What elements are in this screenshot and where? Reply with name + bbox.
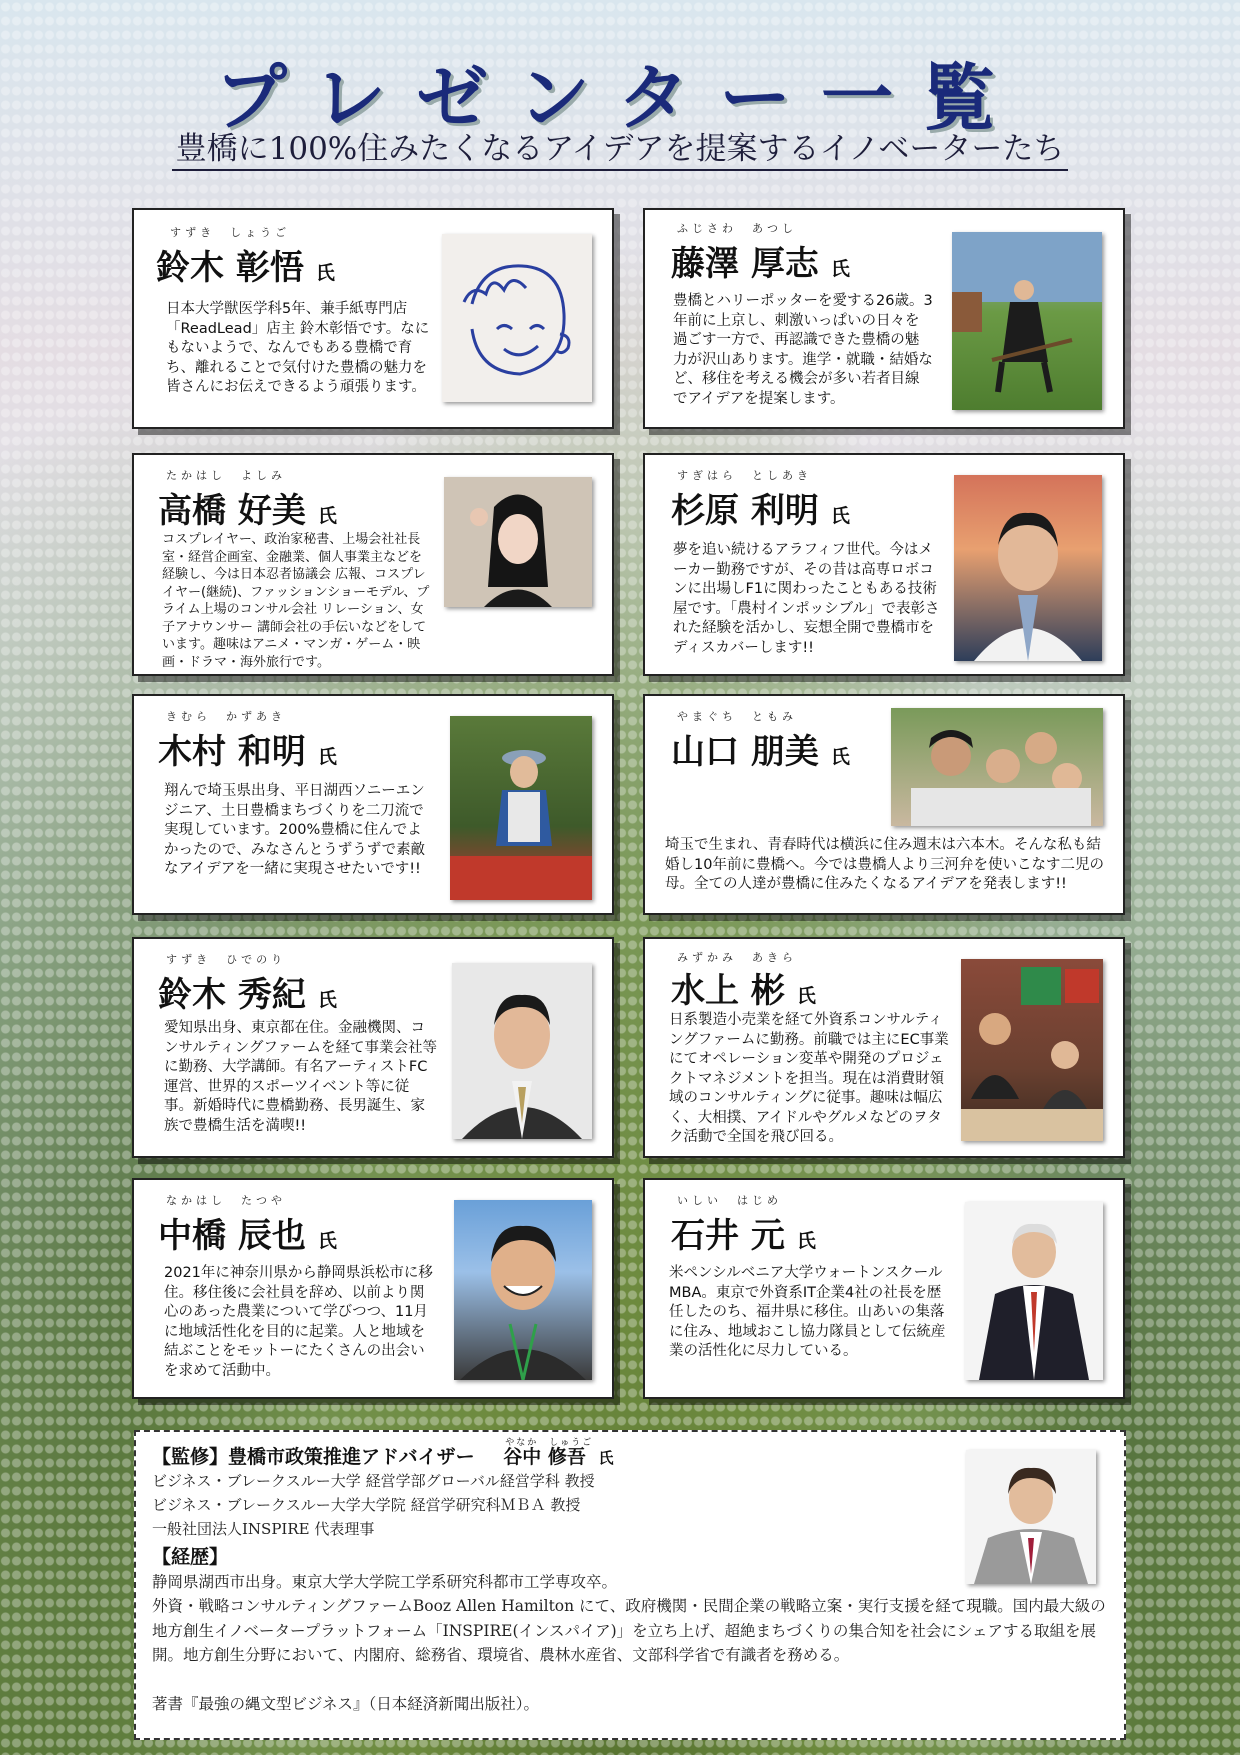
presenter-bio: 翔んで埼玉県出身、平日湖西ソニーエンジニア、土日豊橋まちづくりを二刀流で実現しています。200%豊橋に住んでよかったので、みなさんとうずうずで素敵なアイデアを一緒に実現させたいです!!: [164, 783, 426, 877]
presenter-ruby: なかはし たつや: [166, 1194, 286, 1207]
presenter-bio: 日本大学獣医学科5年、兼手紙専門店「ReadLead」店主 鈴木彰悟です。なにもないようで、なんでもある豊橋で育ち、離れることで気付けた豊橋の魅力を皆さんにお伝えできるよう頑張ります。: [166, 301, 430, 395]
presenter-photo: [452, 963, 592, 1139]
presenter-honorific: 氏: [317, 505, 337, 527]
presenter-ruby: すぎはら としあき: [677, 469, 812, 482]
presenter-card-suzuki-hidenori: [132, 937, 614, 1158]
presenter-bio: 豊橋とハリーポッターを愛する26歳。3年前に上京し、刺激いっぱいの日々を過ごす一方で、再認識できた豊橋の魅力が沢山あります。進学・就職・結婚など、移住を考える機会が多い若者目線でアイデアを提案します。: [673, 293, 933, 407]
presenter-name-text: 石井 元: [671, 1216, 785, 1256]
presenter-card-yamaguchi-tomomi: [643, 694, 1125, 915]
group-photo-icon: [961, 959, 1103, 1141]
person-photo-icon: [954, 475, 1102, 661]
presenter-card-mizukami-akira: [643, 937, 1125, 1158]
presenter-name-text: 中橋 辰也: [158, 1216, 306, 1256]
supervisor-affiliation: ビジネス・ブレークスルー大学大学院 経営学研究科ＭＢＡ 教授: [152, 1496, 581, 1514]
presenter-name: [671, 483, 850, 532]
supervisor-name: 谷中 修吾: [503, 1446, 586, 1468]
presenter-name-text: 木村 和明: [158, 732, 306, 772]
face-drawing-icon: [442, 234, 592, 402]
presenter-photo: [891, 708, 1103, 826]
presenter-bio: 愛知県出身、東京都在住。金融機関、コンサルティングファームを経て事業会社等に勤務、大学講師。有名アーティストFC運営、世界的スポーツイベント等に従事。新婚時代に豊橋勤務、長男誕生、家族で豊橋生活を満喫!!: [164, 1020, 438, 1134]
subtitle-text: 豊橋に100%住みたくなるアイデアを提案するイノベーターたち: [172, 131, 1069, 171]
presenter-name: [671, 724, 850, 773]
presenter-ruby: すずき しょうご: [170, 226, 291, 239]
presenter-bio: 夢を追い続けるアラフィフ世代。今はメーカー勤務ですが、その昔は高専ロボコンに出場しF1に関わったこともある技術屋です。「農村インポッシブル」で表彰された経験を活かし、妄想全開で豊橋市をディスカバーします!!: [673, 542, 940, 656]
presenter-honorific: 氏: [317, 746, 337, 768]
presenter-name: [158, 967, 337, 1016]
presenter-ruby: やまぐち ともみ: [677, 710, 797, 723]
career-text: 静岡県湖西市出身。東京大学大学院工学系研究科都市工学専攻卒。: [152, 1573, 618, 1591]
presenter-photo: [954, 475, 1102, 661]
presenter-ruby: ふじさわ あつし: [677, 222, 797, 235]
presenter-card-takahashi-yoshimi: [132, 453, 614, 676]
presenter-name: [671, 963, 816, 1012]
presenter-ruby: きむら かずあき: [166, 710, 286, 723]
presenter-photo: [450, 716, 592, 900]
presenter-card-suzuki-shogo: [132, 208, 614, 429]
presenter-ruby: みずかみ あきら: [677, 951, 797, 964]
presenter-photo: [952, 232, 1102, 410]
presenter-photo: [961, 959, 1103, 1141]
presenter-name: [158, 724, 337, 773]
presenter-ruby: たかはし よしみ: [166, 469, 286, 482]
career-text: 著書『最強の縄文型ビジネス』（日本経済新聞出版社）。: [152, 1695, 540, 1713]
career-text: 外資・戦略コンサルティングファームBooz Allen Hamilton にて、政府機関・民間企業の戦略立案・実行支援を経て現職。国内最大級の地方創生イノベータープラットフォーム「INSPIRE(インスパイア)」を立ち上げ、超絶まちづくりの集合知を社会にシェアする取組を展開。地方創生分野において、内閣府、総務省、環境省、農林水産省、文部科学省で有識者を務める。: [152, 1597, 1106, 1664]
presenter-photo: [454, 1200, 592, 1380]
presenter-name: [156, 240, 335, 289]
presenter-name: [671, 1208, 816, 1257]
family-photo-icon: [891, 708, 1103, 826]
presenter-bio: 埼玉で生まれ、青春時代は横浜に住み週末は六本木。そんな私も結婚し10年前に豊橋へ。今では豊橋人より三河弁を使いこなす二児の母。全ての人達が豊橋に住みたくなるアイデアを発表します!!: [665, 837, 1104, 892]
presenter-illustration: [442, 234, 592, 402]
supervisor-ruby: やなか しゅうご: [505, 1438, 594, 1448]
supervisor-honorific: 氏: [598, 1449, 614, 1467]
supervisor-affiliation: ビジネス・ブレークスルー大学 経営学部グローバル経営学科 教授: [152, 1472, 595, 1490]
person-photo-icon: [454, 1200, 592, 1380]
person-photo-icon: [452, 963, 592, 1139]
person-photo-icon: [965, 1202, 1103, 1380]
presenter-honorific: 氏: [317, 989, 337, 1011]
page-subtitle: [0, 123, 1240, 168]
presenter-bio: コスプレイヤー、政治家秘書、上場会社社長室・経営企画室、金融業、個人事業主などを経験し、今は日本忍者協議会 広報、コスプレイヤー(継続)、ファッションショーモデル、プライム上場のコンサル会社 リレーション、女子アナウンサー 講師会社の手伝いなどをしています。趣味はアニメ・マンガ・ゲーム・映画・ドラマ・海外旅行です。: [162, 532, 430, 670]
presenter-honorific: 氏: [830, 505, 850, 527]
presenter-honorific: 氏: [796, 985, 816, 1007]
presenter-name-text: 水上 彬: [671, 971, 785, 1011]
presenter-photo: [444, 477, 592, 607]
supervisor-role: 【監修】豊橋市政策推進アドバイザー: [152, 1446, 475, 1468]
person-photo-icon: [966, 1450, 1096, 1584]
presenter-card-kimura-kazuaki: [132, 694, 614, 915]
presenter-name: [671, 236, 850, 285]
presenter-card-ishii-hajime: [643, 1178, 1125, 1399]
person-photo-icon: [952, 232, 1102, 410]
presenter-name-text: 鈴木 秀紀: [158, 975, 306, 1015]
supervisor-box: [134, 1430, 1126, 1740]
career-heading: 【経歴】: [152, 1546, 229, 1568]
presenter-card-nakahashi-tatsuya: [132, 1178, 614, 1399]
person-photo-icon: [444, 477, 592, 607]
presenter-honorific: 氏: [796, 1230, 816, 1252]
presenter-bio: 日系製造小売業を経て外資系コンサルティングファームに勤務。前職では主にEC事業にてオペレーション変革や開発のプロジェクトマネジメントを担当。現在は消費財領域のコンサルティングに従事。趣味は幅広く、大相撲、アイドルやグルメなどのヲタク活動で全国を飛び回る。: [669, 1012, 949, 1145]
presenter-card-sugihara-toshiaki: [643, 453, 1125, 676]
presenter-name-text: 杉原 利明: [671, 491, 819, 531]
presenter-honorific: 氏: [830, 746, 850, 768]
presenter-honorific: 氏: [317, 1230, 337, 1252]
supervisor-heading: [152, 1438, 614, 1469]
presenter-name-text: 高橋 好美: [158, 491, 306, 531]
presenter-ruby: すずき ひでのり: [166, 953, 287, 966]
presenter-name-text: 鈴木 彰悟: [156, 248, 304, 288]
presenter-bio: 米ペンシルベニア大学ウォートンスクールMBA。東京で外資系IT企業4社の社長を歴任したのち、福井県に移住。山あいの集落に住み、地域おこし協力隊員として伝統産業の活性化に尽力している。: [669, 1265, 946, 1359]
person-photo-icon: [450, 716, 592, 900]
presenter-name-text: 藤澤 厚志: [671, 244, 819, 284]
supervisor-affiliation: 一般社団法人INSPIRE 代表理事: [152, 1520, 375, 1538]
presenter-photo: [965, 1202, 1103, 1380]
presenter-ruby: いしい はじめ: [677, 1194, 782, 1207]
presenter-honorific: 氏: [830, 258, 850, 280]
presenter-name-text: 山口 朋美: [671, 732, 819, 772]
page-title: プレゼンター一覧: [214, 56, 1026, 140]
presenter-card-fujisawa-atsushi: [643, 208, 1125, 429]
presenter-name: [158, 1208, 337, 1257]
presenter-name: [158, 483, 337, 532]
presenter-honorific: 氏: [315, 262, 335, 284]
supervisor-photo: [966, 1450, 1096, 1584]
presenter-bio: 2021年に神奈川県から静岡県浜松市に移住。移住後に会社員を辞め、以前より関心のあった農業について学びつつ、11月に地域活性化を目的に起業。人と地域を結ぶことをモットーにたくさんの出会いを求めて活動中。: [164, 1265, 433, 1379]
